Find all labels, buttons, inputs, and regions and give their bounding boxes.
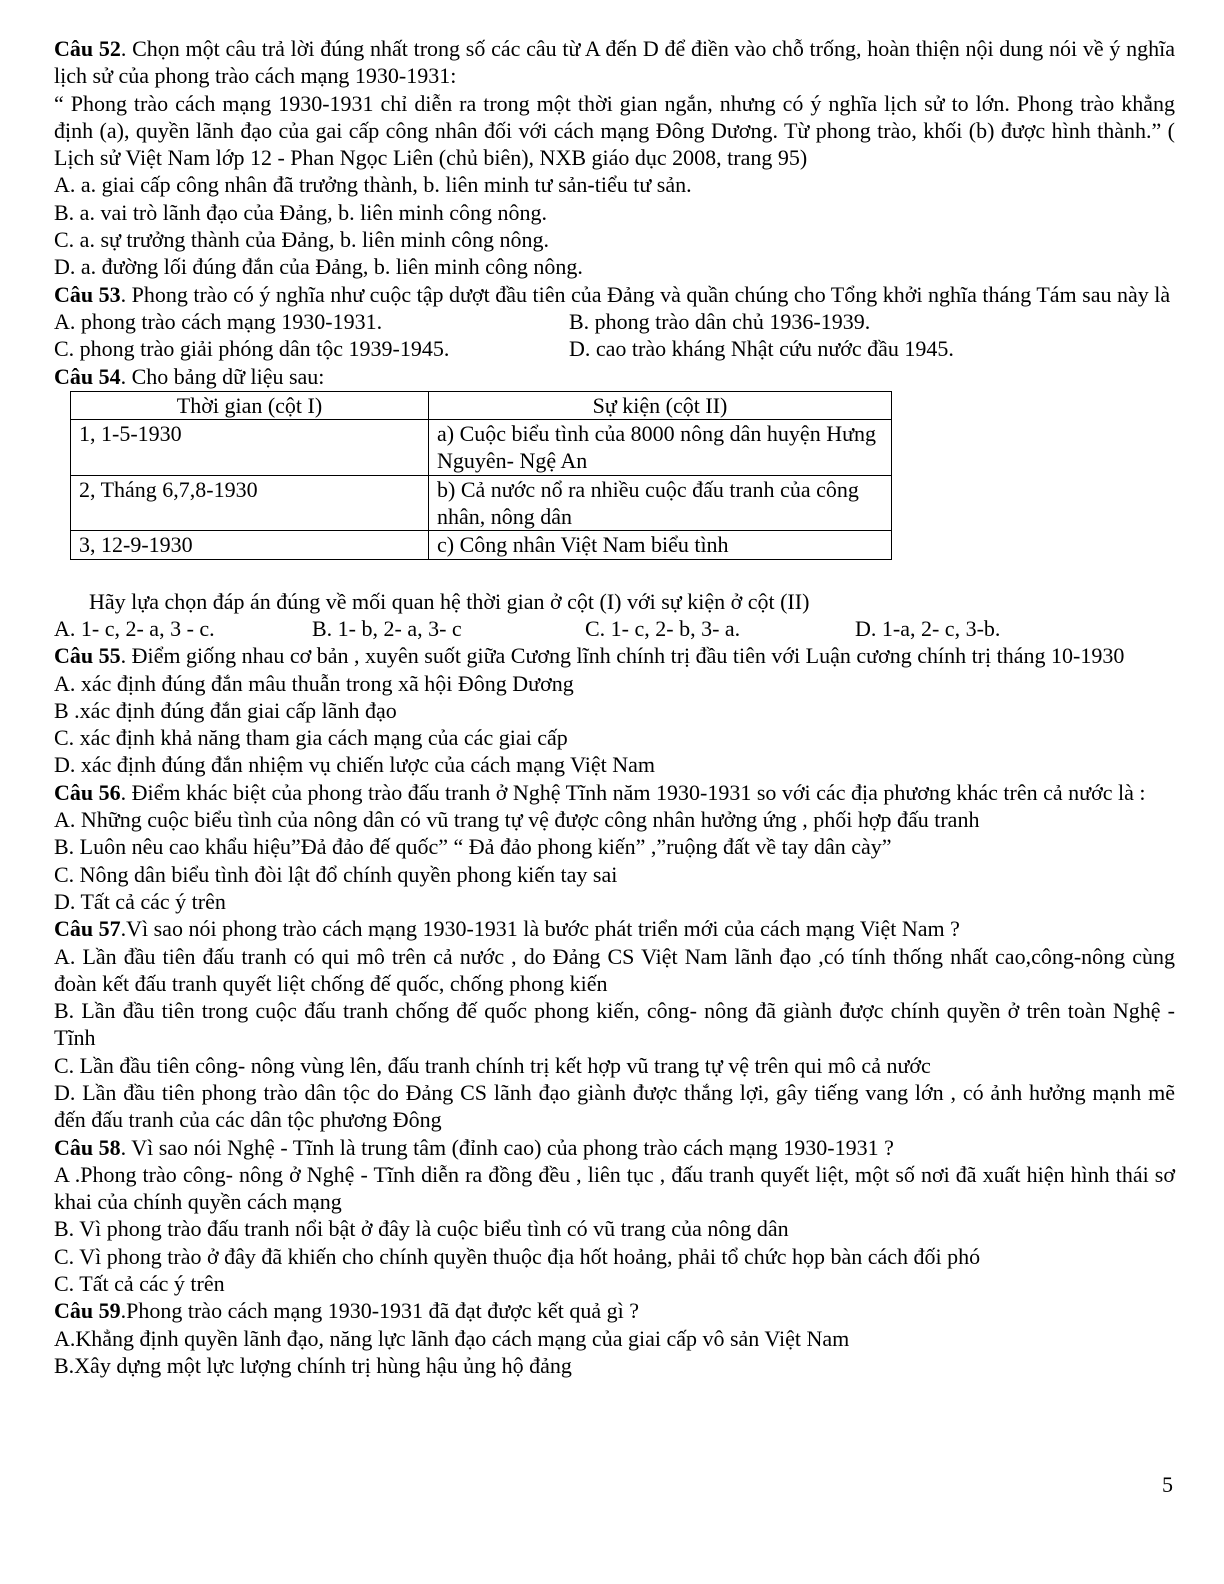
table-cell-event: c) Công nhân Việt Nam biểu tình	[429, 531, 892, 559]
question-53-option-b: B. phong trào dân chủ 1936-1939.	[569, 308, 871, 334]
question-58-option-a: A .Phong trào công- nông ở Nghệ - Tĩnh diễn ra đồng đều , liên tục , đấu tranh quyết liệt, một số nơi đã xuất hiện hình thái sơ khai của chính quyền cách mạng	[54, 1161, 1175, 1215]
question-53-options-row-1	[54, 308, 1175, 335]
question-52-option-d: D. a. đường lối đúng đắn của Đảng, b. liên minh công nông.	[54, 254, 583, 280]
question-53-options-row-2	[54, 335, 1175, 362]
page-number: 5	[1162, 1472, 1173, 1497]
question-54-number: Câu 54	[54, 363, 121, 389]
question-53-option-c: C. phong trào giải phóng dân tộc 1939-1945.	[54, 336, 450, 362]
question-58-stem	[54, 1134, 1175, 1161]
question-57-text: .Vì sao nói phong trào cách mạng 1930-1931 là bước phát triển mới của cách mạng Việt Nam ?	[120, 916, 960, 942]
table-cell-time: 1, 1-5-1930	[71, 420, 429, 476]
question-56-stem	[54, 779, 1175, 806]
question-56-option-a: A. Những cuộc biểu tình của nông dân có vũ trang tự vệ được công nhân hưởng ứng , phối hợp đấu tranh	[54, 807, 980, 833]
question-58-text: . Vì sao nói Nghệ - Tĩnh là trung tâm (đỉnh cao) của phong trào cách mạng 1930-1931 ?	[120, 1134, 894, 1160]
question-55-stem	[54, 642, 1175, 669]
question-52-text: . Chọn một câu trả lời đúng nhất trong số các câu từ A đến D để điền vào chỗ trống, hoàn thiện nội dung nói về ý nghĩa lịch sử của phong trào cách mạng 1930-1931:	[54, 36, 1175, 89]
question-53-stem	[54, 281, 1175, 308]
question-52-option-a: A. a. giai cấp công nhân đã trưởng thành, b. liên minh tư sản-tiểu tư sản.	[54, 172, 692, 198]
question-52-option-b: B. a. vai trò lãnh đạo của Đảng, b. liên minh công nông.	[54, 199, 548, 225]
question-54-option-d: D. 1-a, 2- c, 3-b.	[855, 615, 1001, 641]
table-cell-event: a) Cuộc biểu tình của 8000 nông dân huyện Hưng Nguyên- Ngệ An	[429, 420, 892, 476]
question-59-number: Câu 59	[54, 1298, 121, 1324]
question-52-stem	[54, 35, 1175, 90]
question-56-option-d: D. Tất cả các ý trên	[54, 888, 226, 914]
question-55-option-d: D. xác định đúng đắn nhiệm vụ chiến lược của cách mạng Việt Nam	[54, 752, 655, 778]
question-55-text: . Điểm giống nhau cơ bản , xuyên suốt giữa Cương lĩnh chính trị đầu tiên với Luận cương chính trị tháng 10-1930	[120, 643, 1125, 669]
question-58-option-d: C. Tất cả các ý trên	[54, 1271, 225, 1297]
question-56-text: . Điểm khác biệt của phong trào đấu tranh ở Nghệ Tĩnh năm 1930-1931 so với các địa phương khác trên cả nước là :	[120, 779, 1146, 805]
question-55-option-c: C. xác định khả năng tham gia cách mạng của các giai cấp	[54, 725, 568, 751]
table-header-event: Sự kiện (cột II)	[429, 391, 892, 419]
question-56-number: Câu 56	[54, 779, 121, 805]
table-row	[71, 475, 892, 531]
question-58-option-c: C. Vì phong trào ở đây đã khiến cho chính quyền thuộc địa hốt hoảng, phải tổ chức họp bàn cách đối phó	[54, 1243, 981, 1269]
question-53-number: Câu 53	[54, 281, 121, 307]
question-58-option-b: B. Vì phong trào đấu tranh nổi bật ở đây là cuộc biểu tình có vũ trang của nông dân	[54, 1216, 789, 1242]
question-58-number: Câu 58	[54, 1134, 121, 1160]
question-52-quote: “ Phong trào cách mạng 1930-1931 chỉ diễn ra trong một thời gian ngắn, nhưng có ý nghĩa lịch sử to lớn. Phong trào khẳng định (a), quyền lãnh đạo của gai cấp công nhân đối với cách mạng Đông Dương. Từ phong trào, khối (b) được hình thành.” ( Lịch sử Việt Nam lớp 12 - Phan Ngọc Liên (chủ biên), NXB giáo dục 2008, trang 95)	[54, 90, 1175, 171]
table-cell-time: 2, Tháng 6,7,8-1930	[71, 475, 429, 531]
table-cell-event: b) Cả nước nổ ra nhiều cuộc đấu tranh của công nhân, nông dân	[429, 475, 892, 531]
question-59-option-b: B.Xây dựng một lực lượng chính trị hùng hậu ủng hộ đảng	[54, 1352, 572, 1378]
question-57-option-b: B. Lần đầu tiên trong cuộc đấu tranh chống đế quốc phong kiến, công- nông đã giành được chính quyền ở trên toàn Nghệ - Tĩnh	[54, 998, 1175, 1051]
table-row	[71, 420, 892, 476]
table-header-time: Thời gian (cột I)	[71, 391, 429, 419]
question-59-option-a: A.Khẳng định quyền lãnh đạo, năng lực lãnh đạo cách mạng của giai cấp vô sản Việt Nam	[54, 1325, 850, 1351]
question-54-table	[70, 391, 892, 560]
question-59-text: .Phong trào cách mạng 1930-1931 đã đạt được kết quả gì ?	[120, 1298, 640, 1324]
question-54-option-c: C. 1- c, 2- b, 3- a.	[585, 615, 741, 641]
question-52-number: Câu 52	[54, 36, 121, 61]
question-55-option-b: B .xác định đúng đắn giai cấp lãnh đạo	[54, 697, 397, 723]
question-57-option-c: C. Lần đầu tiên công- nông vùng lên, đấu tranh chính trị kết hợp vũ trang tự vệ trên qui mô cả nước	[54, 1052, 931, 1078]
question-57-number: Câu 57	[54, 916, 121, 942]
question-57-option-a: A. Lần đầu tiên đấu tranh có qui mô trên cả nước , do Đảng CS Việt Nam lãnh đạo ,có tính thống nhất cao,công-nông cùng đoàn kết đấu tranh quyết liệt chống đế quốc, chống phong kiến	[54, 943, 1175, 996]
question-55-option-a: A. xác định đúng đắn mâu thuẫn trong xã hội Đông Dương	[54, 670, 574, 696]
question-54-prompt: Hãy lựa chọn đáp án đúng về mối quan hệ thời gian ở cột (I) với sự kiện ở cột (II)	[89, 588, 810, 614]
table-row	[71, 531, 892, 559]
question-59-stem	[54, 1297, 1175, 1324]
question-53-option-a: A. phong trào cách mạng 1930-1931.	[54, 308, 383, 334]
question-54-stem	[54, 363, 1175, 390]
table-cell-time: 3, 12-9-1930	[71, 531, 429, 559]
question-56-option-c: C. Nông dân biểu tình đòi lật đổ chính quyền phong kiến tay sai	[54, 861, 618, 887]
document-page	[54, 35, 1175, 1379]
question-55-number: Câu 55	[54, 643, 121, 669]
question-57-stem	[54, 915, 1175, 942]
question-54-option-b: B. 1- b, 2- a, 3- c	[312, 615, 462, 641]
question-56-option-b: B. Luôn nêu cao khẩu hiệu”Đả đảo đế quốc” “ Đả đảo phong kiến” ,”ruộng đất về tay dân cày”	[54, 834, 892, 860]
question-57-option-d: D. Lần đầu tiên phong trào dân tộc do Đảng CS lãnh đạo giành được thắng lợi, gây tiếng vang lớn , có ảnh hưởng mạnh mẽ đến đấu tranh của các dân tộc phương Đông	[54, 1079, 1175, 1133]
question-53-option-d: D. cao trào kháng Nhật cứu nước đầu 1945.	[569, 336, 954, 362]
question-54-text: . Cho bảng dữ liệu sau:	[120, 363, 325, 389]
question-54-option-a: A. 1- c, 2- a, 3 - c.	[54, 615, 215, 641]
question-54-options-row	[54, 615, 1175, 642]
question-53-text: . Phong trào có ý nghĩa như cuộc tập dượt đầu tiên của Đảng và quần chúng cho Tổng khởi nghĩa tháng Tám sau này là	[120, 281, 1171, 307]
question-52-option-c: C. a. sự trưởng thành của Đảng, b. liên minh công nông.	[54, 227, 549, 253]
table-header-row	[71, 391, 892, 419]
